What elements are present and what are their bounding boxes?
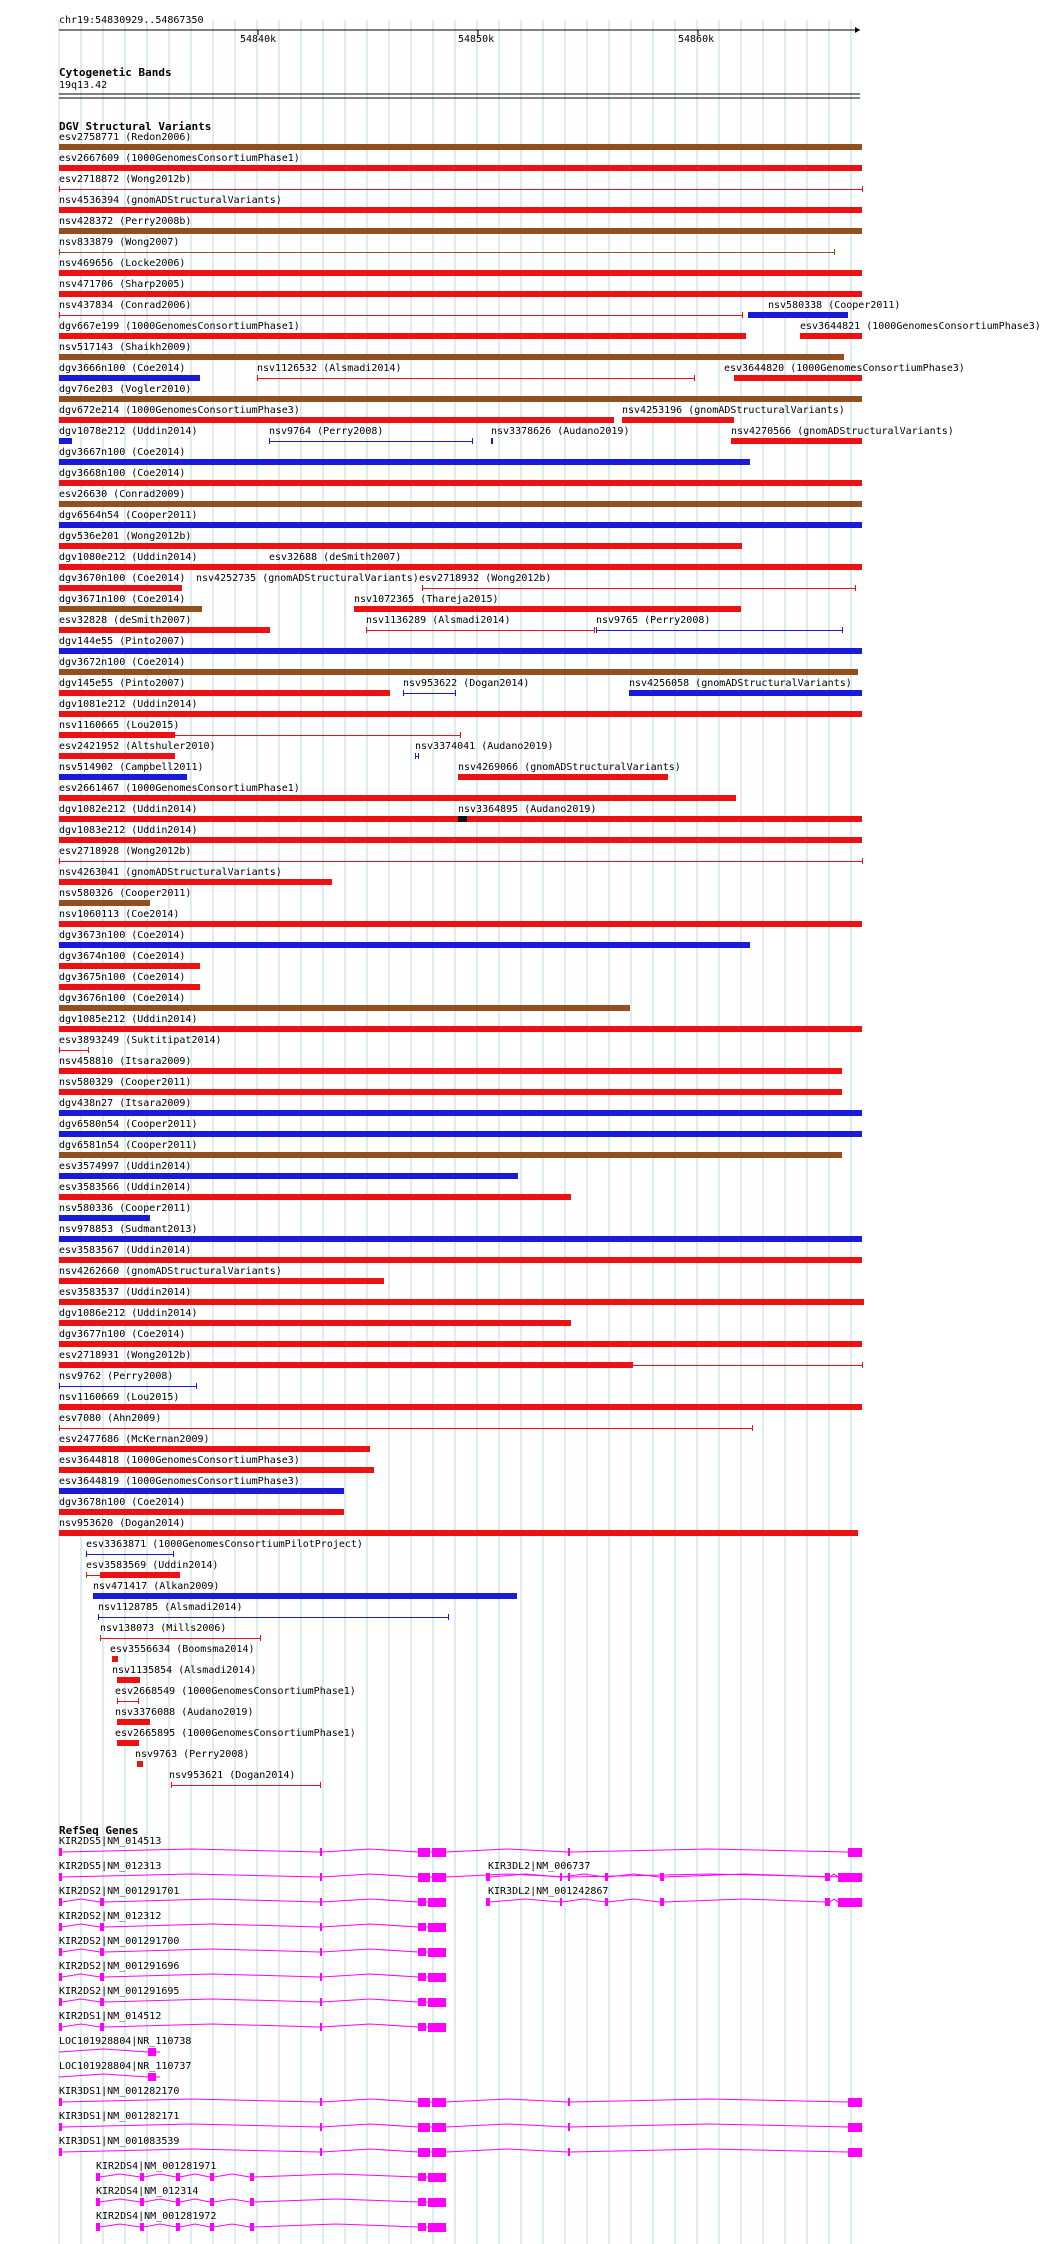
gene-intron-line[interactable] [96,2224,446,2227]
ruler-tick-label: 54860k [678,34,715,45]
gene-intron-line[interactable] [96,2174,446,2177]
gene-exon[interactable] [418,1873,430,1882]
sv-label: esv3583567 (Uddin2014) [59,1245,192,1256]
sv-label: dgv3674n100 (Coe2014) [59,951,186,962]
gene-intron-line[interactable] [59,1899,446,1902]
gene-label: KIR2DS4|NM_001281971 [96,2161,217,2172]
sv-label: nsv580336 (Cooper2011) [59,1203,192,1214]
gene-exon[interactable] [560,1898,562,1906]
gene-exon[interactable] [96,2198,100,2206]
sv-label: dgv3673n100 (Coe2014) [59,930,186,941]
gene-label: KIR2DS4|NM_001281972 [96,2211,217,2222]
gene-exon[interactable] [418,2023,426,2031]
gene-exon[interactable] [176,2173,180,2181]
sv-label: esv3583537 (Uddin2014) [59,1287,192,1298]
sv-label: nsv4263041 (gnomADStructuralVariants) [59,867,282,878]
sv-label: nsv4256058 (gnomADStructuralVariants) [629,678,852,689]
gene-intron-line[interactable] [59,1999,446,2002]
sv-label: dgv438n27 (Itsara2009) [59,1098,192,1109]
sv-label: dgv672e214 (1000GenomesConsortiumPhase3) [59,405,300,416]
sv-label: esv3583569 (Uddin2014) [86,1560,219,1571]
gene-exon[interactable] [418,1898,426,1906]
gene-intron-line[interactable] [59,1949,446,1952]
gene-exon[interactable] [210,2173,214,2181]
gene-exon[interactable] [568,1848,570,1856]
gene-label: KIR3DS1|NM_001083539 [59,2136,180,2147]
sv-label: nsv469656 (Locke2006) [59,258,186,269]
cyto-track-title: Cytogenetic Bands [59,66,172,79]
gene-exon[interactable] [59,2123,62,2131]
gene-intron-line[interactable] [59,1974,446,1977]
sv-label: nsv1135854 (Alsmadi2014) [112,1665,257,1676]
gene-intron-line[interactable] [59,2099,862,2102]
gene-intron-line[interactable] [96,2199,446,2202]
gene-exon[interactable] [320,1998,322,2006]
gene-exon[interactable] [96,2173,100,2181]
gene-exon[interactable] [250,2173,254,2181]
sv-label: nsv580329 (Cooper2011) [59,1077,192,1088]
gene-exon[interactable] [59,1873,62,1881]
gene-exon[interactable] [418,2148,430,2157]
gene-exon[interactable] [568,2123,570,2131]
gene-label: KIR2DS2|NM_001291700 [59,1936,180,1947]
sv-label: nsv1072365 (Thareja2015) [354,594,499,605]
gene-exon[interactable] [660,1898,664,1906]
sv-label: esv26630 (Conrad2009) [59,489,186,500]
gene-intron-line[interactable] [59,2149,862,2152]
gene-exon[interactable] [418,1998,426,2006]
gene-exon[interactable] [59,1898,62,1906]
gene-exon[interactable] [428,2023,446,2032]
gene-exon[interactable] [320,2098,322,2106]
sv-label: nsv9765 (Perry2008) [596,615,711,626]
gene-exon[interactable] [418,1923,426,1931]
gene-exon[interactable] [59,2148,62,2156]
sv-label: dgv3671n100 (Coe2014) [59,594,186,605]
gene-exon[interactable] [210,2223,214,2231]
sv-label: dgv3670n100 (Coe2014) [59,573,186,584]
sv-label: esv3574997 (Uddin2014) [59,1161,192,1172]
gene-exon[interactable] [848,2123,862,2132]
gene-label: LOC101928804|NR_110738 [59,2036,192,2047]
gene-exon[interactable] [428,1948,446,1957]
sv-label: dgv1080e212 (Uddin2014) [59,552,198,563]
sv-label: dgv3666n100 (Coe2014) [59,363,186,374]
gene-exon[interactable] [418,1973,426,1981]
gene-exon[interactable] [432,2098,446,2107]
sv-label: nsv3378626 (Audano2019) [491,426,630,437]
sv-label: nsv953620 (Dogan2014) [59,1518,186,1529]
gene-exon[interactable] [605,1873,608,1881]
gene-exon[interactable] [59,2023,62,2031]
gene-exon[interactable] [59,1848,62,1856]
cyto-band-label: 19q13.42 [59,80,108,91]
sv-label: nsv953621 (Dogan2014) [169,1770,296,1781]
gene-label: KIR2DS5|NM_014513 [59,1836,162,1847]
sv-label: esv3644821 (1000GenomesConsortiumPhase3) [800,321,1041,332]
gene-intron-line[interactable] [59,2074,160,2077]
sv-label: dgv1082e212 (Uddin2014) [59,804,198,815]
sv-label: nsv1136289 (Alsmadi2014) [366,615,511,626]
sv-label: nsv428372 (Perry2008b) [59,216,192,227]
sv-label: nsv1160665 (Lou2015) [59,720,180,731]
gene-intron-line[interactable] [59,2049,160,2052]
sv-label: nsv978853 (Sudmant2013) [59,1224,198,1235]
sv-label: nsv514902 (Campbell2011) [59,762,204,773]
gene-exon[interactable] [418,1848,430,1857]
sv-label: esv3644820 (1000GenomesConsortiumPhase3) [724,363,965,374]
sv-label: esv2665895 (1000GenomesConsortiumPhase1) [115,1728,356,1739]
gene-exon[interactable] [250,2223,254,2231]
gene-exon[interactable] [320,2023,322,2031]
gene-exon[interactable] [418,2223,426,2231]
sv-label: dgv6564n54 (Cooper2011) [59,510,198,521]
sv-label: dgv3677n100 (Coe2014) [59,1329,186,1340]
gene-exon[interactable] [568,2148,570,2156]
sv-label: nsv3376088 (Audano2019) [115,1707,254,1718]
gene-exon[interactable] [176,2198,180,2206]
gene-exon[interactable] [825,1873,830,1881]
gene-label: KIR2DS1|NM_014512 [59,2011,162,2022]
gene-intron-line[interactable] [486,1899,862,1902]
sv-label: esv2668549 (1000GenomesConsortiumPhase1) [115,1686,356,1697]
gene-exon[interactable] [59,1923,62,1931]
sv-label: esv32688 (deSmith2007) [269,552,402,563]
sv-label: esv2718872 (Wong2012b) [59,174,192,185]
gene-label: KIR2DS4|NM_012314 [96,2186,199,2197]
sv-label: nsv471706 (Sharp2005) [59,279,186,290]
sv-label: esv2718928 (Wong2012b) [59,846,192,857]
sv-label: nsv580338 (Cooper2011) [768,300,901,311]
gene-exon[interactable] [848,1848,862,1857]
sv-label: esv3644818 (1000GenomesConsortiumPhase3) [59,1455,300,1466]
sv-label: esv2421952 (Altshuler2010) [59,741,216,752]
gene-label: KIR3DL2|NM_006737 [488,1861,591,1872]
gene-exon[interactable] [428,1998,446,2007]
gene-exon[interactable] [140,2198,144,2206]
gene-exon[interactable] [148,2073,156,2081]
gene-label: KIR3DS1|NM_001282171 [59,2111,180,2122]
sv-label: esv2661467 (1000GenomesConsortiumPhase1) [59,783,300,794]
gene-exon[interactable] [320,1923,322,1931]
gene-exon[interactable] [100,1923,104,1931]
sv-label: esv3644819 (1000GenomesConsortiumPhase3) [59,1476,300,1487]
sv-label: nsv9762 (Perry2008) [59,1371,174,1382]
gene-exon[interactable] [100,1898,104,1906]
gene-exon[interactable] [320,1898,322,1906]
sv-label: nsv3364895 (Audano2019) [458,804,597,815]
sv-label: dgv667e199 (1000GenomesConsortiumPhase1) [59,321,300,332]
gene-label: KIR3DL2|NM_001242867 [488,1886,609,1897]
sv-label: dgv536e201 (Wong2012b) [59,531,192,542]
gene-exon[interactable] [100,1998,104,2006]
gene-label: KIR2DS2|NM_001291701 [59,1886,180,1897]
sv-label: dgv145e55 (Pinto2007) [59,678,186,689]
gene-exon[interactable] [428,1898,446,1907]
refseq-track-title: RefSeq Genes [59,1824,139,1837]
dgv-track-title: DGV Structural Variants [59,120,212,133]
sv-label: dgv6580n54 (Cooper2011) [59,1119,198,1130]
sv-label: dgv76e203 (Vogler2010) [59,384,192,395]
sv-label: nsv4262660 (gnomADStructuralVariants) [59,1266,282,1277]
gene-exon[interactable] [428,1973,446,1982]
sv-label: nsv580326 (Cooper2011) [59,888,192,899]
gene-exon[interactable] [320,1848,322,1856]
gene-exon[interactable] [148,2048,156,2056]
gene-exon[interactable] [486,1873,490,1881]
sv-label: dgv1078e212 (Uddin2014) [59,426,198,437]
gene-exon[interactable] [100,1948,104,1956]
sv-label: nsv953622 (Dogan2014) [403,678,530,689]
gene-exon[interactable] [320,2148,322,2156]
sv-label: esv2667609 (1000GenomesConsortiumPhase1) [59,153,300,164]
gene-exon[interactable] [660,1873,664,1881]
sv-label: nsv1128785 (Alsmadi2014) [98,1602,243,1613]
gene-label: KIR2DS2|NM_001291695 [59,1986,180,1997]
sv-label: dgv1083e212 (Uddin2014) [59,825,198,836]
gene-exon[interactable] [605,1898,608,1906]
gene-exon[interactable] [568,2098,570,2106]
gene-intron-line[interactable] [59,2124,862,2127]
sv-label: nsv3374041 (Audano2019) [415,741,554,752]
sv-label: esv2758771 (Redon2006) [59,132,192,143]
gene-exon[interactable] [432,2123,446,2132]
gene-exon[interactable] [560,1873,562,1881]
gene-exon[interactable] [486,1898,490,1906]
sv-label: esv3583566 (Uddin2014) [59,1182,192,1193]
sv-label: nsv4270566 (gnomADStructuralVariants) [731,426,954,437]
gene-exon[interactable] [848,2148,862,2157]
sv-label: dgv3676n100 (Coe2014) [59,993,186,1004]
gene-exon[interactable] [418,1948,426,1956]
sv-label: esv32828 (deSmith2007) [59,615,192,626]
gene-exon[interactable] [432,1873,446,1882]
sv-label: dgv3668n100 (Coe2014) [59,468,186,479]
ruler-tick-label: 54840k [240,34,277,45]
gene-exon[interactable] [320,1973,322,1981]
sv-label: esv2718931 (Wong2012b) [59,1350,192,1361]
gene-exon[interactable] [418,2173,426,2181]
sv-label: dgv144e55 (Pinto2007) [59,636,186,647]
gene-exon[interactable] [140,2223,144,2231]
gene-exon[interactable] [59,1973,62,1981]
sv-label: esv3556634 (Boomsma2014) [110,1644,255,1655]
gene-exon[interactable] [320,2123,322,2131]
gene-exon[interactable] [59,1948,62,1956]
sv-label: dgv6581n54 (Cooper2011) [59,1140,198,1151]
gene-exon[interactable] [100,2023,104,2031]
sv-label: nsv138073 (Mills2006) [100,1623,227,1634]
gene-exon[interactable] [96,2223,100,2231]
sv-label: dgv1085e212 (Uddin2014) [59,1014,198,1025]
ruler-position: chr19:54830929..54867350 [59,15,204,26]
gene-exon[interactable] [320,1873,322,1881]
gene-exon[interactable] [320,1948,322,1956]
sv-label: esv3893249 (Suktitipat2014) [59,1035,222,1046]
gene-intron-line[interactable] [59,1849,862,1852]
sv-label: nsv458810 (Itsara2009) [59,1056,192,1067]
sv-label: nsv4536394 (gnomADStructuralVariants) [59,195,282,206]
gene-exon[interactable] [418,2123,430,2132]
gene-exon[interactable] [848,2098,862,2107]
gene-exon[interactable] [100,1973,104,1981]
sv-label: esv3363871 (1000GenomesConsortiumPilotProject) [86,1539,363,1550]
sv-label: dgv3672n100 (Coe2014) [59,657,186,668]
gene-label: KIR2DS5|NM_012313 [59,1861,162,1872]
gene-exon[interactable] [59,1998,62,2006]
sv-label: dgv3678n100 (Coe2014) [59,1497,186,1508]
sv-label: nsv1126532 (Alsmadi2014) [257,363,402,374]
sv-label: nsv1060113 (Coe2014) [59,909,180,920]
gene-label: KIR2DS2|NM_001291696 [59,1961,180,1972]
gene-exon[interactable] [568,1873,570,1881]
sv-label: nsv517143 (Shaikh2009) [59,342,192,353]
gene-exon[interactable] [250,2198,254,2206]
gene-exon[interactable] [140,2173,144,2181]
sv-label: nsv833879 (Wong2007) [59,237,180,248]
gene-exon[interactable] [825,1898,830,1906]
gene-label: KIR3DS1|NM_001282170 [59,2086,180,2097]
sv-label: dgv3667n100 (Coe2014) [59,447,186,458]
gene-label: KIR2DS2|NM_012312 [59,1911,162,1922]
sv-label: dgv1086e212 (Uddin2014) [59,1308,198,1319]
sv-label: esv2718932 (Wong2012b) [419,573,552,584]
gene-exon[interactable] [432,2148,446,2157]
sv-label: esv7080 (Ahn2009) [59,1413,162,1424]
ruler-tick-label: 54850k [458,34,495,45]
gene-exon[interactable] [418,2198,426,2206]
sv-label: dgv1081e212 (Uddin2014) [59,699,198,710]
sv-label: nsv4253196 (gnomADStructuralVariants) [622,405,845,416]
gene-exon[interactable] [59,2098,62,2106]
gene-exon[interactable] [176,2223,180,2231]
sv-label: nsv9764 (Perry2008) [269,426,384,437]
sv-label: esv2477686 (McKernan2009) [59,1434,210,1445]
sv-label: dgv3675n100 (Coe2014) [59,972,186,983]
sv-label: nsv9763 (Perry2008) [135,1749,250,1760]
gene-exon[interactable] [432,1848,446,1857]
gene-exon[interactable] [418,2098,430,2107]
gene-label: LOC101928804|NR_110737 [59,2061,192,2072]
gene-exon[interactable] [428,2173,446,2182]
sv-label: nsv4252735 (gnomADStructuralVariants) [196,573,419,584]
gene-intron-line[interactable] [59,1924,446,1927]
gene-intron-line[interactable] [59,2024,446,2027]
gene-exon[interactable] [428,2198,446,2207]
sv-label: nsv471417 (Alkan2009) [93,1581,220,1592]
sv-label: nsv4269066 (gnomADStructuralVariants) [458,762,681,773]
sv-label: nsv437834 (Conrad2006) [59,300,192,311]
gene-exon[interactable] [428,2223,446,2232]
gene-exon[interactable] [210,2198,214,2206]
gene-exon[interactable] [428,1923,446,1932]
sv-label: nsv1160669 (Lou2015) [59,1392,180,1403]
